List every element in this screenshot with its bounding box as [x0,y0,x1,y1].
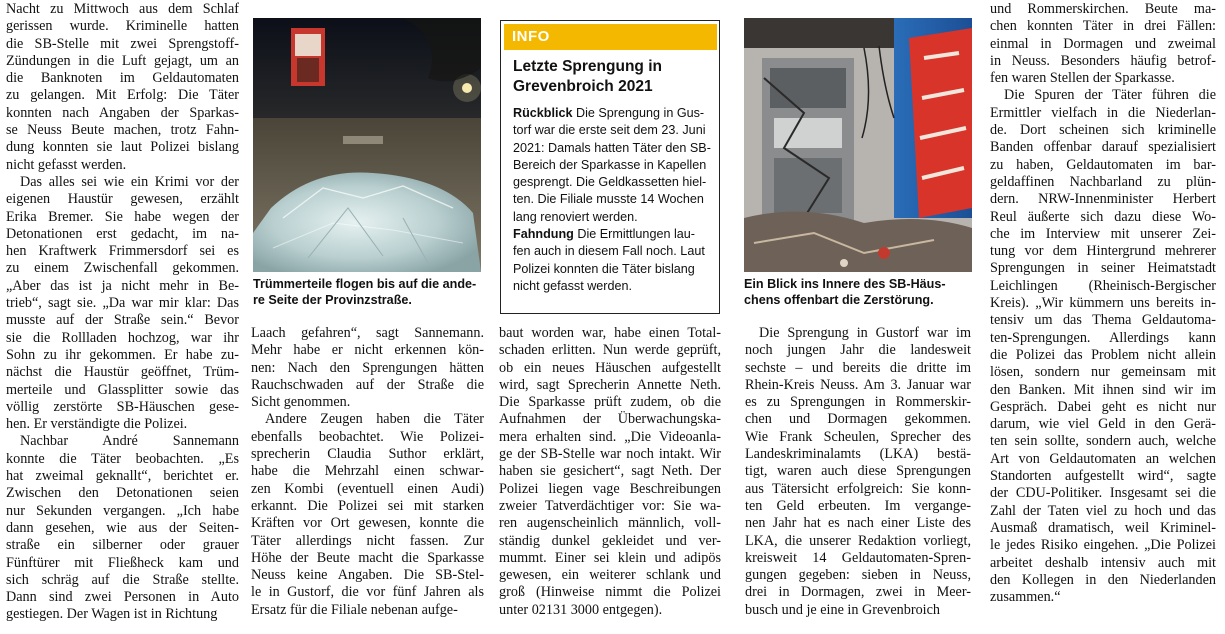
text-line: merteile und Glassplitter sowie das [6,381,239,398]
text-line: noch jungen Jahr die landesweit [745,342,971,359]
text-line: busch und je eine in Grevenbroich [745,601,941,618]
text-line: gewesen, ein weiterer schlank und [499,567,721,584]
text-line: die Banknoten im Geldautomaten [6,70,239,87]
text-line: nen: Nach den Sprengungen hätten [251,359,484,376]
text-line: Rhein-Kreis Neuss. Am 3. Januar war [745,376,971,393]
text-line: völlig zerstörte SB-Häuschen gese- [6,398,239,415]
text-line: Wie Frank Scheulen, Sprecher des [745,428,971,445]
text-line: die Polizei das Problem nicht allein [990,346,1216,363]
text-line: Ersatz für die Filiale nebenan aufge- [251,601,458,618]
article-column-4 [745,325,971,619]
text-line: ständig dunkel gekleidet und ver- [499,532,721,549]
text-line: trieb“, sagt sie. „Da war mir klar: Das [6,295,239,312]
text-line: Sprengungen in seiner Heimatstadt [990,260,1216,277]
info-body-line [513,105,711,122]
text-line: es zu Sprengungen in Rommerskir- [745,394,971,411]
text-line: baut worden war, habe einen Total- [499,325,721,341]
text-line: gerissen wurde. Kriminelle hatten [6,18,239,35]
text-line: aus Tätersicht erfolgreich: Sie konn- [745,480,971,497]
info-body-line [513,157,711,174]
text-line: Fünftürer mit Fließheck kam und [6,554,239,571]
text-line: wird, sagt Sprecherin Annette Neth. [499,376,721,393]
text-line: le in Gustorf, die vor fünf Jahren als [251,584,484,601]
text-line: Banden offenbar darauf spezialisiert [990,139,1216,156]
text-line: zweier Tatverdächtiger vor: Sie wa- [499,497,721,514]
text-line: tung vor dem Hintergrund mehrerer [990,243,1216,260]
text-line: hen. Er verständigte die Polizei. [6,416,188,433]
text-line: straße ein silberner oder grauer [6,537,239,554]
info-body-line [513,261,711,278]
photo-debris-street-image [253,18,481,272]
text-line: musste auf der Straße sein.“ Bevor [6,312,239,329]
info-title-line: Grevenbroich 2021 [513,78,653,95]
text-line: Das alles sei wie ein Krimi vor der [20,173,239,190]
caption-line: chens offenbart die Zerstörung. [744,293,934,307]
text-line: ebenfalls beobachtet. Wie Polizei- [251,428,484,445]
text-line: Die Spuren der Täter führen die [1004,87,1216,104]
text-line: zusammen.“ [990,589,1061,606]
text-line: dung konnten sie laut Polizei bislang [6,139,239,156]
info-body-line [513,209,711,226]
info-body-text: Bereich der Sparkasse in Kapellen [513,157,707,172]
text-line: Landeskriminalamts (LKA) bestä- [745,446,971,463]
text-line: arbeitet deshalb intensiv auch mit [990,554,1216,571]
caption-line: Ein Blick ins Innere des SB-Häus- [744,277,946,291]
info-title-line: Letzte Sprengung in [513,58,662,75]
text-line: nen Jahr hat es nach einer Liste des [745,515,971,532]
photo-caption-2 [744,276,972,308]
text-line: tensiv um das Thema Geldautoma- [990,312,1216,329]
text-line: eigenen Haustür gewesen, erzählt [6,191,239,208]
text-line: hat zweimal geknallt“, berichtet er. [6,468,239,485]
text-line: Laach gefahren“, sagt Sannemann. [251,325,484,341]
text-line: fen waren Stellen der Sparkasse. [990,70,1175,87]
info-box-body [513,105,711,295]
text-line: nächst die Haustür geöffnet, Trüm- [6,364,239,381]
article-column-2 [251,325,484,619]
text-line: Erika Bremer. Sie habe wegen der [6,208,239,225]
text-line: die SB-Stelle mit zwei Sprengstoff- [6,35,239,52]
info-body-text: Die Sprengung in Gus- [572,106,705,120]
text-line: Ermittler vielfach in die Niederlan- [990,104,1216,121]
text-line: schaden erlitten. Nun werde geprüft, [499,342,721,359]
info-body-line [513,140,711,157]
text-line: unter 02131 3000 entgegen). [499,601,663,618]
article-column-3 [499,325,721,619]
text-line: „Aber das ist ja nicht mehr in Be- [6,277,239,294]
text-line: nicht gefasst werden. [6,156,127,173]
info-body-line [513,174,711,191]
text-line: Dann sind zwei Personen in Auto [6,589,239,606]
text-line: Art von Geldautomaten an welchen [990,450,1216,467]
info-body-text: ten. Die Filiale musste 14 Wochen [513,192,704,207]
text-line: ren augenscheinlich männlich, voll- [499,515,721,532]
text-line: den Banken. Mit ihnen sind wir im [990,381,1216,398]
text-line: dann gesehen, wie aus der Seiten- [6,519,239,536]
text-line: groß (Hinweise nimmt die Polizei [499,584,721,601]
text-line: zu gelangen. Mit Erfolg: Die Täter [6,87,239,104]
photo-kiosk-interior-image [744,18,972,272]
text-line: Polizei liegen vage Beschreibungen [499,480,721,497]
text-line: Nachbar André Sannemann [20,433,239,450]
text-line: sie die Rollladen hochzog, war ihr [6,329,239,346]
text-line: Aufnahmen der Überwachungska- [499,411,721,428]
info-body-line [513,278,711,295]
text-line: einmal in Dormagen und zweimal [990,35,1216,52]
text-line: Andere Zeugen haben die Täter [265,411,484,428]
text-line: Leichlingen (Rheinisch-Bergischer [990,277,1216,294]
text-line: Zahl der Taten viel zu hoch und das [990,502,1216,519]
info-body-text: Polizei konnten die Täter bislang [513,261,695,276]
text-line: zu haben, Geldautomaten im bar- [990,156,1216,173]
info-body-line [513,243,711,260]
text-line: sich schräg auf die Straße stellte. [6,571,239,588]
text-line: Gespräch. Dabei geht es nicht nur [990,398,1216,415]
text-line: zen Kombi (eventuell einen Audi) [251,480,484,497]
text-line: zu einem Zwischenfall gekommen. [6,260,239,277]
info-box-title [513,57,713,97]
text-line: Kreis). „Wir kümmern uns bereits in- [990,295,1216,312]
info-body-keyword: Rückblick [513,106,573,120]
text-line: le jedes Risiko eingehen. „Die Polizei [990,537,1216,554]
text-line: nur Sekunden vergangen. „Ich habe [6,502,239,519]
text-line: chen und Dormagen gekommen. [745,411,971,428]
info-body-line [513,226,711,243]
text-line: darum, wie viel Geld in den Gerä- [990,416,1216,433]
text-line: dern. NRW-Innenminister Herbert [990,191,1216,208]
text-line: der CDU-Politiker. Insgesamt sei die [990,485,1216,502]
info-body-text: gesprengt. Die Geldkassetten hiel- [513,175,707,190]
text-line: habe die Mehrzahl einen schwar- [251,463,484,480]
info-body-text: Die Ermittlungen lau- [573,227,695,242]
photo-debris-street [253,18,481,272]
photo-caption-1 [253,276,481,308]
text-line: drei in Dormagen, zwei in Meer- [745,584,971,601]
text-line: Reul äußerte sich dazu diese Wo- [990,208,1216,225]
text-line: tigt, waren auch diese Sprengungen [745,463,971,480]
text-line: geldaffinen Nachbarland zu plün- [990,173,1216,190]
text-line: erkannt. Die Polizei sei mit starken [251,497,484,514]
text-line: kreisweit 14 Geldautomaten-Spren- [745,549,971,566]
text-line: Kräften vor Ort gewesen, konnte die [251,515,484,532]
text-line: haben sie gesichert“, sagt Neth. Der [499,463,721,480]
info-body-line [513,191,711,208]
text-line: Ausmaß dramatisch, weil Kriminel- [990,519,1216,536]
text-line: Detonationen erst gedacht, im na- [6,225,239,242]
info-body-keyword: Fahndung [513,227,574,242]
photo-kiosk-interior [744,18,972,272]
info-body-text: lang renoviert werden. [513,209,638,224]
text-line: Täter allerdings nicht fassen. Zur [251,532,484,549]
text-line: Nacht zu Mittwoch aus dem Schlaf [6,1,239,17]
text-line: lösen, sondern nur gemeinsam mit [990,364,1216,381]
text-line: Sohn zu ihr gekommen. Er habe zu- [6,346,239,363]
text-line: de. Dort scheinen sich kriminelle [990,122,1216,139]
text-line: Höhe der Beute macht die Sparkasse [251,549,484,566]
text-line: ob ein neues Häuschen aufgestellt [499,359,721,376]
text-line: gestiegen. Der Wagen ist in Richtung [6,606,218,623]
info-body-text: torf war die erste seit dem 23. Juni [513,123,706,138]
caption-line: Trümmerteile flogen bis auf die ande- [253,277,477,291]
info-box [500,20,720,314]
text-line: Standorten aufgestellt wird“, sagte [990,468,1216,485]
text-line: Neuss keine Angaben. Die SB-Stel- [251,567,484,584]
text-line: Die Sprengung in Gustorf war im [759,325,971,341]
text-line: hen Kraftwerk Frimmersdorf sei es [6,243,239,260]
text-line: Zündungen in die Luft gejagt, um an [6,52,239,69]
text-line: ten sein sollte, sondern auch, welche [990,433,1216,450]
text-line: chen konnten Täter in drei Fällen: [990,18,1216,35]
text-line: den Kollegen in den Niederlanden [990,571,1216,588]
text-line: konnten nach Angaben der Sparkas- [6,104,239,121]
text-line: Mehr habe er nicht erkennen kön- [251,342,484,359]
text-line: und Rommerskirchen. Beute ma- [990,1,1216,17]
info-body-text: 2021: Damals hatten Täter den SB- [513,140,711,155]
text-line: mera erhalten sind. „Die Videoanla- [499,428,721,445]
caption-line: re Seite der Provinzstraße. [253,293,412,307]
info-body-text: fen auch in diesem Fall noch. Laut [513,244,705,259]
text-line: gungen gegeben: sieben in Neuss, [745,567,971,584]
text-line: ten-Sprengungen. Allerdings kann [990,329,1216,346]
text-line: se Neuss Beute machen, trotz Fahn- [6,122,239,139]
text-line: ge der SB-Stelle war noch intakt. Wir [499,446,721,463]
text-line: ten Geld erbeuten. Im vergange- [745,497,971,514]
text-line: in Neuss. Besonders häufig betrof- [990,52,1216,69]
text-line: sprecherin Claudia Suthor erklärt, [251,446,484,463]
article-column-1 [6,1,239,624]
text-line: Die Sparkasse prüft zudem, ob die [499,394,721,411]
info-body-line [513,122,711,139]
info-box-tag: INFO [504,24,717,50]
text-line: konnte die Täter beobachten. „Es [6,450,239,467]
text-line: LKA, die unserer Redaktion vorliegt, [745,532,971,549]
text-line: Sicht genommen. [251,394,351,411]
info-body-text: nicht gefasst werden. [513,278,633,293]
article-column-5 [990,1,1216,606]
text-line: Zwischen den Detonationen seien [6,485,239,502]
text-line: mummt. Einer sei klein und adipös [499,549,721,566]
text-line: sechste – und bereits die dritte im [745,359,971,376]
text-line: Rauchschwaden auf der Straße die [251,376,484,393]
text-line: che im Interview mit unserer Zei- [990,225,1216,242]
